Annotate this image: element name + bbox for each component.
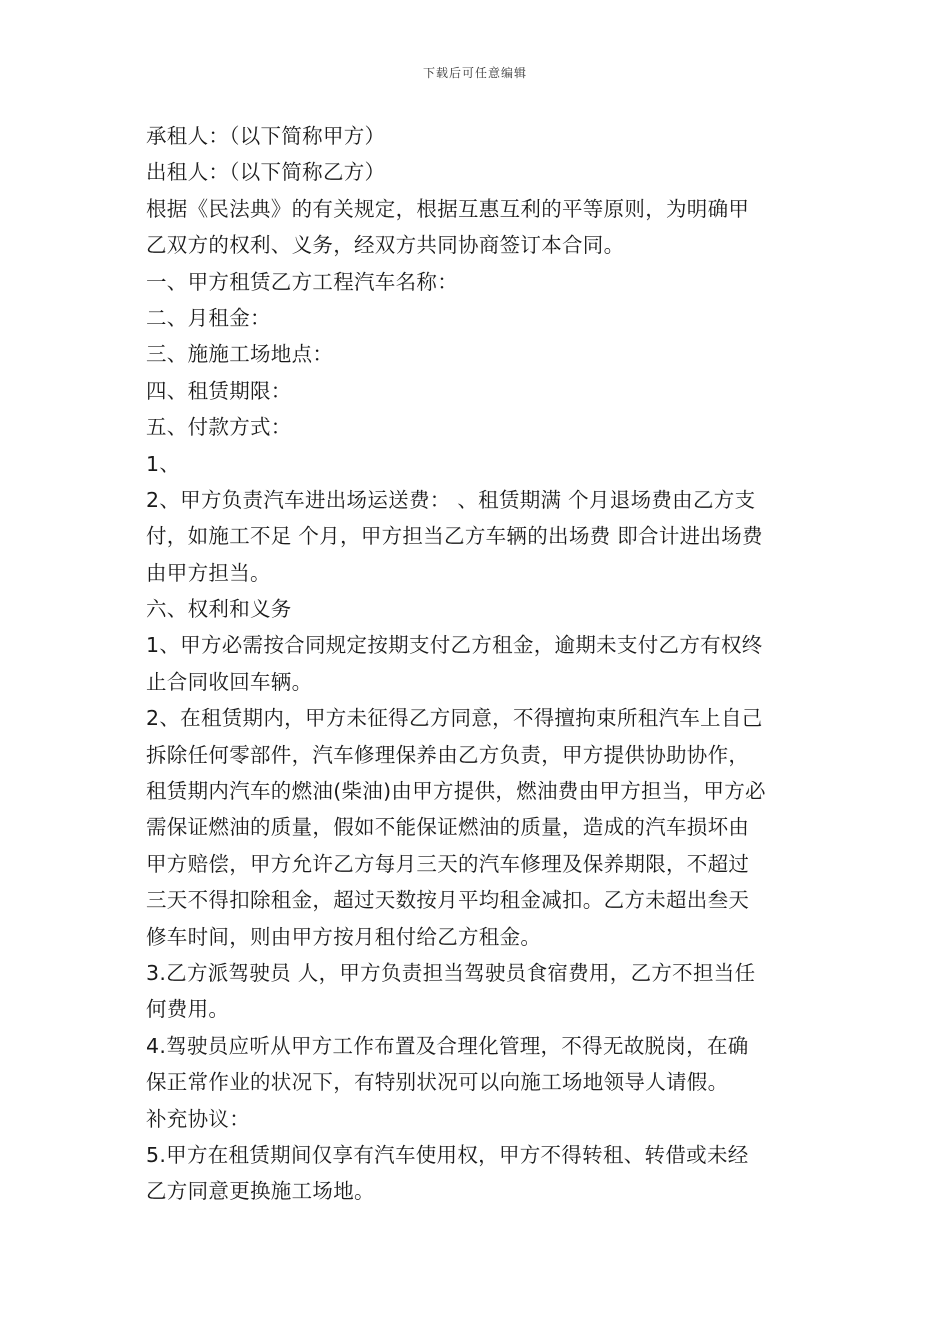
clause-4-lease-term: 四、租赁期限： <box>146 378 292 403</box>
payment-item-2-line-1: 2、甲方负责汽车进出场运送费： 、租赁期满 个月退场费由乙方支 <box>146 487 756 512</box>
rights-item-2-line-5: 甲方赔偿，甲方允许乙方每月三天的汽车修理及保养期限，不超过 <box>146 851 750 876</box>
lessee-line: 承租人：（以下简称甲方） <box>146 124 386 148</box>
contract-body <box>146 118 806 1210</box>
rights-item-3-line-2: 何费用。 <box>146 997 230 1022</box>
rights-item-1-line-2: 止合同收回车辆。 <box>146 669 313 694</box>
clause-1-vehicle-name: 一、甲方租赁乙方工程汽车名称： <box>146 269 458 294</box>
rights-item-2-line-6: 三天不得扣除租金，超过天数按月平均租金减扣。乙方未超出叁天 <box>146 888 750 913</box>
rights-item-2-line-4: 需保证燃油的质量，假如不能保证燃油的质量，造成的汽车损坏由 <box>146 815 750 840</box>
rights-item-4-line-1: 4.驾驶员应听从甲方工作布置及合理化管理，不得无故脱岗，在确 <box>146 1033 749 1058</box>
clause-2-monthly-rent: 二、月租金： <box>146 305 271 330</box>
payment-item-2-line-3: 由甲方担当。 <box>146 560 271 585</box>
payment-item-1: 1、 <box>146 451 181 476</box>
rights-item-4-line-2: 保正常作业的状况下，有特别状况可以向施工场地领导人请假。 <box>146 1070 729 1095</box>
rights-item-2-line-1: 2、在租赁期内，甲方未征得乙方同意，不得擅拘束所租汽车上自己 <box>146 706 763 731</box>
payment-item-2-line-2: 付，如施工不足 个月，甲方担当乙方车辆的出场费 即合计进出场费 <box>146 524 763 549</box>
preamble-line-2: 乙双方的权利、义务，经双方共同协商签订本合同。 <box>146 233 625 258</box>
rights-item-1-line-1: 1、甲方必需按合同规定按期支付乙方租金，逾期未支付乙方有权终 <box>146 633 763 658</box>
rights-item-2-line-3: 租赁期内汽车的燃油(柴油)由甲方提供，燃油费由甲方担当，甲方必 <box>146 779 766 804</box>
clause-5-payment-method: 五、付款方式： <box>146 415 292 440</box>
preamble-line-1: 根据《民法典》的有关规定，根据互惠互利的平等原则，为明确甲 <box>146 196 750 221</box>
rights-item-2-line-2: 拆除任何零部件，汽车修理保养由乙方负责，甲方提供协助协作， <box>146 742 750 767</box>
clause-3-site-location: 三、施施工场地点： <box>146 342 334 367</box>
clause-6-rights-obligations: 六、权利和义务 <box>146 597 292 622</box>
rights-item-3-line-1: 3.乙方派驾驶员 人，甲方负责担当驾驶员食宿费用，乙方不担当任 <box>146 960 756 985</box>
rights-item-5-line-2: 乙方同意更换施工场地。 <box>146 1179 375 1204</box>
rights-item-5-line-1: 5.甲方在租赁期间仅享有汽车使用权，甲方不得转租、转借或未经 <box>146 1142 749 1167</box>
rights-item-2-line-7: 修车时间，则由甲方按月租付给乙方租金。 <box>146 924 542 949</box>
supplementary-agreement-heading: 补充协议： <box>146 1106 250 1131</box>
lessor-line: 出租人：（以下简称乙方） <box>146 160 386 185</box>
page-header: 下载后可任意编辑 <box>422 66 527 80</box>
